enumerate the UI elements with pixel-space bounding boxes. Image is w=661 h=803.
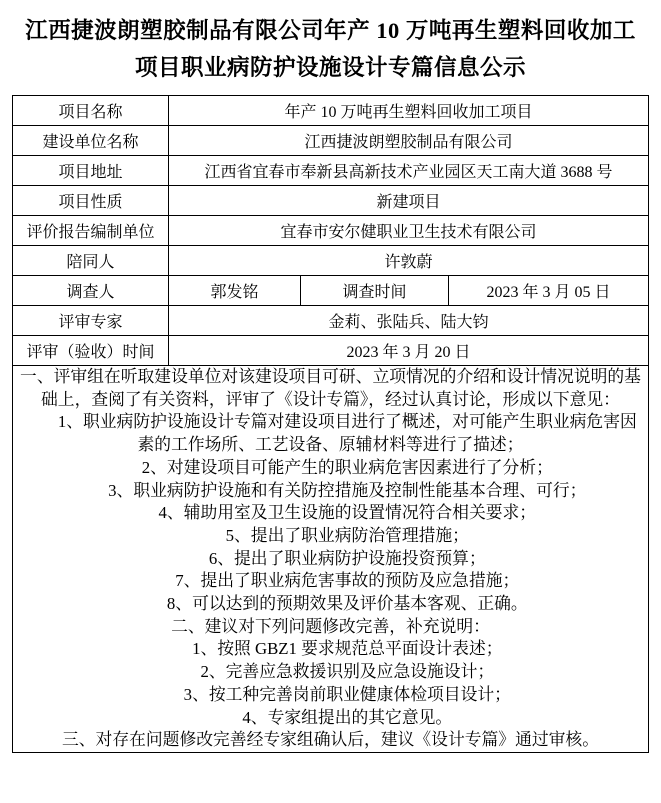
- row-value: 江西捷波朗塑胶制品有限公司: [169, 126, 649, 156]
- surveyor-name: 郭发铭: [169, 276, 301, 306]
- table-row-review-experts: [13, 306, 649, 336]
- table-row-accompanying-person: [13, 246, 649, 276]
- table-row-review-time: [13, 336, 649, 366]
- survey-time-value: 2023 年 3 月 05 日: [449, 276, 649, 306]
- row-value: 新建项目: [169, 186, 649, 216]
- row-value: 年产 10 万吨再生塑料回收加工项目: [169, 96, 649, 126]
- opinion-paragraph: 7、提出了职业病危害事故的预防及应急措施；: [175, 571, 520, 591]
- row-label: 评审专家: [13, 306, 169, 336]
- row-label: 项目性质: [13, 186, 169, 216]
- opinion-paragraph: 1、按照 GBZ1 要求规范总平面设计表述；: [192, 639, 503, 659]
- row-label: 调查人: [13, 276, 169, 306]
- table-row-opinions: [13, 366, 649, 753]
- opinion-paragraph: 2、完善应急救援识别及应急设施设计；: [200, 662, 495, 682]
- opinion-paragraph: 二、建议对下列问题修改完善，补充说明：: [171, 616, 490, 636]
- row-label: 陪同人: [13, 246, 169, 276]
- table-row-project-nature: [13, 186, 649, 216]
- opinion-paragraph: 8、可以达到的预期效果及评价基本客观、正确。: [166, 594, 528, 614]
- opinion-paragraph: 6、提出了职业病防护设施投资预算；: [208, 548, 486, 568]
- table-row-report-unit: [13, 216, 649, 246]
- opinion-paragraph: 三、对存在问题修改完善经专家组确认后，建议《设计专篇》通过审核。: [61, 730, 599, 750]
- row-label: 建设单位名称: [13, 126, 169, 156]
- table-row-surveyor: [13, 276, 649, 306]
- table-row-project-address: [13, 156, 649, 186]
- opinion-paragraph: 4、辅助用室及卫生设施的设置情况符合相关要求；: [158, 503, 537, 523]
- opinion-paragraph: 5、提出了职业病防治管理措施；: [225, 525, 469, 545]
- row-value: 金莉、张陆兵、陆大钧: [169, 306, 649, 336]
- document-title: 江西捷波朗塑胶制品有限公司年产 10 万吨再生塑料回收加工项目职业病防护设施设计专篇信息公示: [25, 18, 636, 80]
- opinions-cell: [13, 366, 649, 753]
- row-label: 项目地址: [13, 156, 169, 186]
- table-row-project-name: [13, 96, 649, 126]
- opinion-paragraph: 3、按工种完善岗前职业健康体检项目设计；: [183, 684, 511, 704]
- opinion-paragraph: 4、专家组提出的其它意见。: [242, 707, 453, 727]
- row-value: 2023 年 3 月 20 日: [169, 336, 649, 366]
- opinion-paragraph: 2、对建设项目可能产生的职业病危害因素进行了分析；: [141, 457, 553, 477]
- opinion-paragraph: 3、职业病防护设施和有关防控措施及控制性能基本合理、可行；: [108, 480, 587, 500]
- info-table: [12, 95, 649, 753]
- survey-time-label: 调查时间: [301, 276, 449, 306]
- row-value: 许敦蔚: [169, 246, 649, 276]
- row-label: 评价报告编制单位: [13, 216, 169, 246]
- opinion-paragraph: 一、评审组在听取建设单位对该建设项目可研、立项情况的介绍和设计情况说明的基础上，查阅了有关资料，评审了《设计专篇》，经过认真讨论，形成以下意见：: [20, 367, 641, 409]
- row-value: 江西省宜春市奉新县高新技术产业园区天工南大道 3688 号: [169, 156, 649, 186]
- row-label: 评审（验收）时间: [13, 336, 169, 366]
- opinion-paragraph: 1、职业病防护设施设计专篇对建设项目进行了概述，对可能产生职业病危害因素的工作场所、工艺设备、原辅材料等进行了描述；: [57, 412, 637, 455]
- row-value: 宜春市安尔健职业卫生技术有限公司: [169, 216, 649, 246]
- row-label: 项目名称: [13, 96, 169, 126]
- table-row-company-name: [13, 126, 649, 156]
